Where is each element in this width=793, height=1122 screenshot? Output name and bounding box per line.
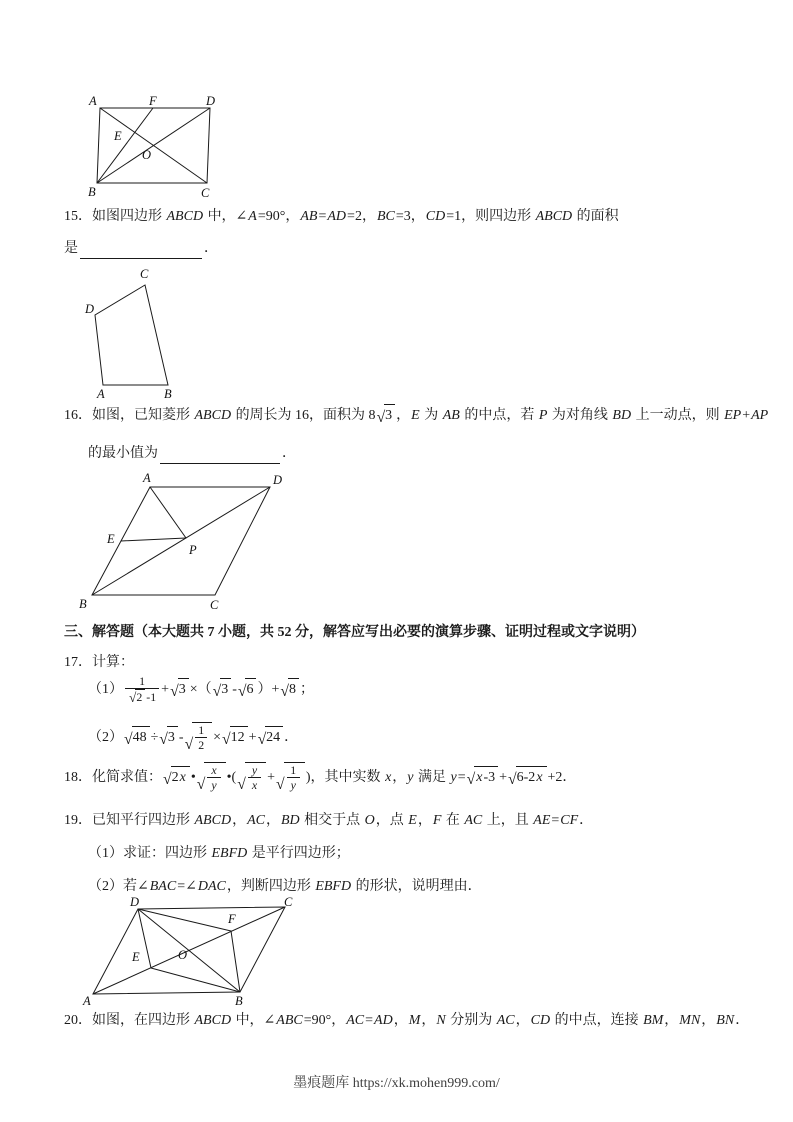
text-run: 3 [221,682,229,698]
fraction [195,723,207,753]
math-variable: M [408,1013,421,1028]
vertex-label-p: P [189,543,197,557]
text-run: 6 [246,682,254,698]
radical-sign-icon: √ [508,771,516,789]
fraction [287,763,300,793]
text-run: + [248,729,257,745]
text-run: • [190,769,196,785]
text-run: 是 [64,241,78,256]
text-run: 在 [442,813,464,828]
radicand [245,762,266,793]
text-run: 3 [385,408,393,423]
radicand [288,678,299,700]
vertex-label-o: O [178,948,188,962]
text-run: ， [417,813,432,828]
text-run: 相交于点 [300,813,364,828]
math-variable: ABCD [535,209,573,224]
denominator [195,737,207,752]
text-run: 为 [420,407,442,423]
numerator [287,763,300,777]
text-run: = [318,209,327,224]
vertex-label-c: C [210,598,219,612]
segment-ep [121,538,186,541]
radical-sign-icon: √ [159,731,167,749]
text-run: 19．已知平行四边形 [64,813,194,828]
sqrt-radical [197,762,226,793]
numerator [207,763,220,777]
radicand [167,726,178,748]
sqrt-radical [170,678,189,700]
question-18-text [64,762,576,793]
text-run: 满足 [414,769,450,785]
math-variable: O [364,813,375,828]
text-run: +2． [547,769,577,785]
text-run: ， [664,1013,679,1028]
vertex-label-f: F [149,94,157,108]
radical-sign-icon: √ [196,775,205,793]
radical-sign-icon: √ [280,683,288,701]
radicand [230,726,248,748]
vertex-label-b: B [235,994,243,1008]
question-15-text-line-1 [64,206,619,227]
text-run: 的形状，说明理由． [352,879,482,894]
figure-quadrilateral-q15 [85,265,185,400]
math-variable: BM [643,1013,664,1028]
math-variable: AD [327,209,347,224]
text-run: ． [735,1013,750,1028]
radical-sign-icon: √ [276,775,284,793]
quadrilateral-outline [95,285,168,385]
math-variable: E [411,407,420,423]
radicand [245,678,256,700]
question-20-text [64,1010,749,1031]
text-run: ． [282,446,296,461]
text-run: ， [393,1013,408,1028]
question-16-text-line-1 [64,404,769,426]
sqrt-radical [222,726,248,748]
math-variable: MN [679,1013,701,1028]
radicand [135,689,145,704]
math-variable: AD [374,1013,393,1028]
text-run: + [742,407,751,423]
text-run: 20．如图，在四边形 [64,1013,194,1028]
vertex-label-c: C [140,267,149,281]
radicand [132,726,150,748]
math-variable: E [408,813,417,828]
text-run: =2， [347,209,376,224]
math-variable: BN [716,1013,735,1028]
question-19-text-line-1 [64,810,593,831]
radical-sign-icon: √ [184,735,193,753]
text-run: ×（ [189,681,212,697]
text-run: + [161,681,170,697]
radical-sign-icon: √ [466,771,475,789]
fraction [125,674,159,705]
numerator [195,723,207,737]
vertex-label-f: F [228,912,236,926]
text-run: ， [396,407,411,423]
text-run: ， [515,1013,530,1028]
radicand [171,766,190,788]
math-variable: N [436,1013,446,1028]
math-variable: x [385,769,392,785]
sqrt-radical [124,726,150,748]
vertex-label-b: B [164,387,172,401]
text-run: 上一动点，则 [632,407,724,423]
sqrt-radical [163,766,190,788]
figure-rectangle-abfd [85,95,225,200]
vertex-label-e: E [132,950,140,964]
text-run: 1 [198,723,205,737]
text-run: 24 [266,730,281,746]
math-variable: EBFD [211,846,248,861]
radical-sign-icon: √ [237,775,245,793]
sqrt-radical [129,689,145,704]
text-run: ； [300,681,314,697]
radicand [284,762,305,793]
vertex-label-b: B [79,597,87,611]
math-variable: y [211,778,217,793]
text-run: 3 [167,730,175,746]
text-run: )，其中实数 [305,769,385,785]
text-run: 18．化简求值： [64,769,162,785]
math-variable: A [248,209,257,224]
text-run: ，判断四边形 [226,879,315,894]
text-run: + [499,769,508,785]
text-run: 为对角线 [548,407,612,423]
question-19-part-2 [88,876,482,897]
radicand [384,404,395,426]
vertex-label-d: D [206,94,216,108]
vertex-label-c: C [201,186,210,200]
math-variable: AC [346,1013,365,1028]
sqrt-radical [280,678,299,700]
sqrt-radical [377,404,396,426]
text-run: （2） [88,729,123,745]
math-variable: y [450,769,457,785]
sqrt-radical [159,726,178,748]
segment-bf [231,931,240,992]
question-15-text-line-2 [64,238,218,259]
math-variable: BD [612,407,632,423]
text-run: ． [579,813,594,828]
question-17-label: 17．计算： [64,655,134,670]
math-variable: ABCD [194,1013,232,1028]
text-run: 16．如图，已知菱形 [64,407,194,423]
text-run: ， [701,1013,716,1028]
text-run: - [232,681,237,697]
question-17-part-2 [88,722,298,753]
denominator [287,777,300,792]
text-run: 8 [289,682,296,698]
math-variable: P [538,407,548,423]
text-run: ÷ [150,729,159,745]
radicand [474,766,498,788]
text-run: 的中点，若 [460,407,538,423]
radical-sign-icon: √ [170,683,178,701]
math-variable: x [179,770,186,786]
text-run: + [267,769,275,785]
text-run: 中，∠ [232,1013,276,1028]
radicand [516,766,547,788]
vertex-label-d: D [85,302,95,316]
text-run: 1 [290,763,297,777]
vertex-label-a: A [97,387,105,401]
math-variable: AC [496,1013,515,1028]
text-run: =90°， [303,1013,346,1028]
question-17-part-1 [88,674,314,705]
text-run: （1）求证：四边形 [88,846,211,861]
radicand [192,722,212,753]
math-variable: y [251,763,258,777]
sqrt-radical [258,726,284,748]
sqrt-radical [276,762,305,793]
text-run: 6-2 [516,770,536,786]
math-variable: F [432,813,442,828]
text-run: ， [421,1013,436,1028]
radical-sign-icon: √ [129,689,136,705]
segment-eb [151,968,240,992]
text-run: ， [232,813,247,828]
answer-blank [80,244,202,259]
text-run: - [178,729,184,745]
answer-blank [160,449,280,464]
sqrt-radical [467,766,499,788]
text-run: 15．如图四边形 [64,209,166,224]
text-run: ）+ [257,681,280,697]
math-variable: BC [376,209,395,224]
text-run: 12 [230,730,245,746]
text-run: •( [226,769,237,785]
question-19-part-1 [88,843,350,864]
text-run: ． [204,241,218,256]
text-run: = [457,769,466,785]
text-run: ， [265,813,280,828]
text-run: = [365,1013,374,1028]
fraction [207,763,220,793]
radical-sign-icon: √ [237,683,246,701]
text-run: ， [392,769,407,785]
math-variable: CD [425,209,446,224]
text-run: -1 [146,689,157,704]
math-variable: ABCD [194,813,232,828]
radicand [220,678,231,700]
math-variable: BAC [149,879,177,894]
sqrt-radical [185,722,213,753]
text-run: × [213,729,222,745]
sqrt-radical [213,678,232,700]
math-variable: ABCD [194,407,232,423]
text-run: 的周长为 16，面积为 8 [232,407,376,423]
vertex-label-d: D [273,473,283,487]
sqrt-radical [237,762,266,793]
math-variable: AB [442,407,460,423]
diagonal-bd [92,487,270,595]
math-variable: AC [247,813,265,828]
denominator [248,777,261,792]
segment-ap [150,487,186,538]
radical-sign-icon: √ [212,683,221,701]
text-run: 的最小值为 [88,446,158,461]
vertex-label-e: E [114,129,122,143]
radical-sign-icon: √ [124,731,132,749]
figure-lines [93,907,285,994]
math-variable: x [211,763,217,777]
math-variable: EBFD [315,879,352,894]
denominator [207,777,220,792]
text-run: =3， [395,209,425,224]
footer-watermark: 墨痕题库 https://xk.mohen999.com/ [293,1076,500,1091]
segment-bf [97,108,153,183]
text-run: 分别为 [446,1013,496,1028]
radical-sign-icon: √ [163,771,171,789]
math-variable: EP [724,407,742,423]
numerator [248,763,261,777]
text-run: （2）若∠ [88,879,149,894]
vertex-label-b: B [88,185,96,199]
text-run: =∠ [177,879,197,894]
text-run: 是平行四边形； [248,846,350,861]
vertex-label-a: A [83,994,91,1008]
vertex-label-d: D [130,895,140,909]
sqrt-radical [238,678,257,700]
radical-sign-icon: √ [257,731,266,749]
figure-lines [92,487,270,595]
denominator [125,688,159,704]
text-run: 48 [132,730,147,746]
section-3-heading: 三、解答题（本大题共 7 小题，共 52 分，解答应写出必要的演算步骤、证明过程或文字说明） [64,625,645,640]
text-run: 的中点，连接 [551,1013,643,1028]
text-run: 上，且 [483,813,533,828]
math-variable: x [476,770,483,786]
radicand [178,678,189,700]
figure-parallelogram-q19 [80,897,305,1009]
math-variable: AE [533,813,551,828]
text-run: -3 [483,770,496,786]
diagonal-bd [97,108,210,183]
text-run: 1 [139,674,146,688]
math-variable: x [251,778,258,793]
numerator [125,674,159,688]
question-16-text-line-2 [88,443,296,464]
radical-sign-icon: √ [222,731,230,749]
text-run: ，点 [375,813,408,828]
fraction [248,763,261,793]
math-variable: BD [280,813,300,828]
text-run: 的面积 [573,209,619,224]
text-run: 2 [171,770,179,786]
text-run: 中，∠ [204,209,248,224]
text-run: 2 [136,690,143,705]
math-variable: y [290,778,296,793]
math-variable: CF [560,813,579,828]
vertex-label-a: A [89,94,97,108]
figure-lines [97,108,210,183]
vertex-label-a: A [143,471,151,485]
text-run: =1，则四边形 [446,209,535,224]
text-run: = [551,813,560,828]
text-run: 3 [178,682,186,698]
math-variable: AC [464,813,483,828]
math-variable: DAC [197,879,226,894]
vertex-label-o: O [142,148,152,162]
math-variable: y [407,769,414,785]
figure-rhombus-q16 [78,473,293,613]
math-variable: ABCD [166,209,204,224]
sqrt-radical [508,766,547,788]
text-run: 2 [198,738,205,753]
figure-lines [95,285,168,385]
math-variable: CD [530,1013,551,1028]
text-run: （1） [88,681,123,697]
math-variable: AP [751,407,769,423]
text-run: =90°， [257,209,300,224]
radical-sign-icon: √ [376,409,385,426]
radicand [204,762,225,793]
vertex-label-e: E [107,532,115,546]
math-variable: AB [300,209,318,224]
vertex-label-c: C [284,895,293,909]
radicand [265,726,283,748]
text-run: ． [284,729,299,745]
math-variable: ABC [276,1013,303,1028]
math-variable: x [536,770,543,786]
